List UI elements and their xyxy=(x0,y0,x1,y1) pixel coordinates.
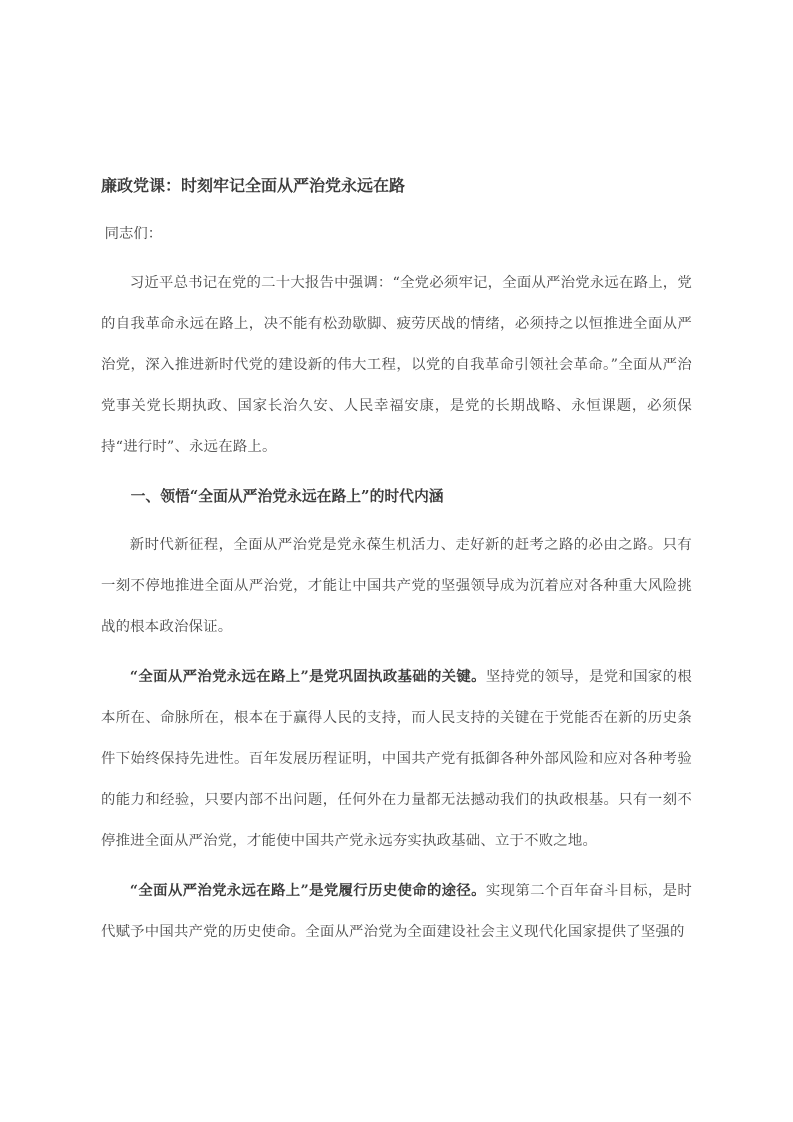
paragraph-lead: “全面从严治党永远在路上”是党履行历史使命的途径。 xyxy=(129,882,486,899)
section-heading: 一、领悟“全面从严治党永远在路上”的时代内涵 xyxy=(130,488,444,505)
paragraph-lead: “全面从严治党永远在路上”是党巩固执政基础的关键。 xyxy=(129,668,486,685)
document-title: 廉政党课：时刻牢记全面从严治党永远在路 xyxy=(101,176,406,195)
document-body xyxy=(101,263,692,953)
paragraph: 习近平总书记在党的二十大报告中强调：“全党必须牢记，全面从严治党永远在路上，党的自我革命永远在路上，决不能有松劲歇脚、疲劳厌战的情绪，必须持之以恒推进全面从严治党，深入推进新时代党的建设新的伟大工程，以党的自我革命引领社会革命。”全面从严治党事关党长期执政、国家长治久安、人民幸福安康，是党的长期战略、永恒课题，必须保持“进行时”、永远在路上。 xyxy=(101,275,692,455)
paragraph: 新时代新征程，全面从严治党是党永葆生机活力、走好新的赶考之路的必由之路。只有一刻不停地推进全面从严治党，才能让中国共产党的坚强领导成为沉着应对各种重大风险挑战的根本政治保证。 xyxy=(101,537,692,635)
paragraph: “全面从严治党永远在路上”是党巩固执政基础的关键。坚持党的领导，是党和国家的根本所在、命脉所在，根本在于赢得人民的支持，而人民支持的关键在于党能否在新的历史条件下始终保持先进性。百年发展历程证明，中国共产党有抵御各种外部风险和应对各种考验的能力和经验，只要内部不出问题，任何外在力量都无法撼动我们的执政根基。只有一刻不停推进全面从严治党，才能使中国共产党永远夯实执政基础、立于不败之地。 xyxy=(101,668,692,849)
salutation: 同志们： xyxy=(104,226,163,242)
paragraph: “全面从严治党永远在路上”是党履行历史使命的途径。实现第二个百年奋斗目标，是时代赋予中国共产党的历史使命。全面从严治党为全面建设社会主义现代化国家提供了坚强的 xyxy=(101,882,692,940)
